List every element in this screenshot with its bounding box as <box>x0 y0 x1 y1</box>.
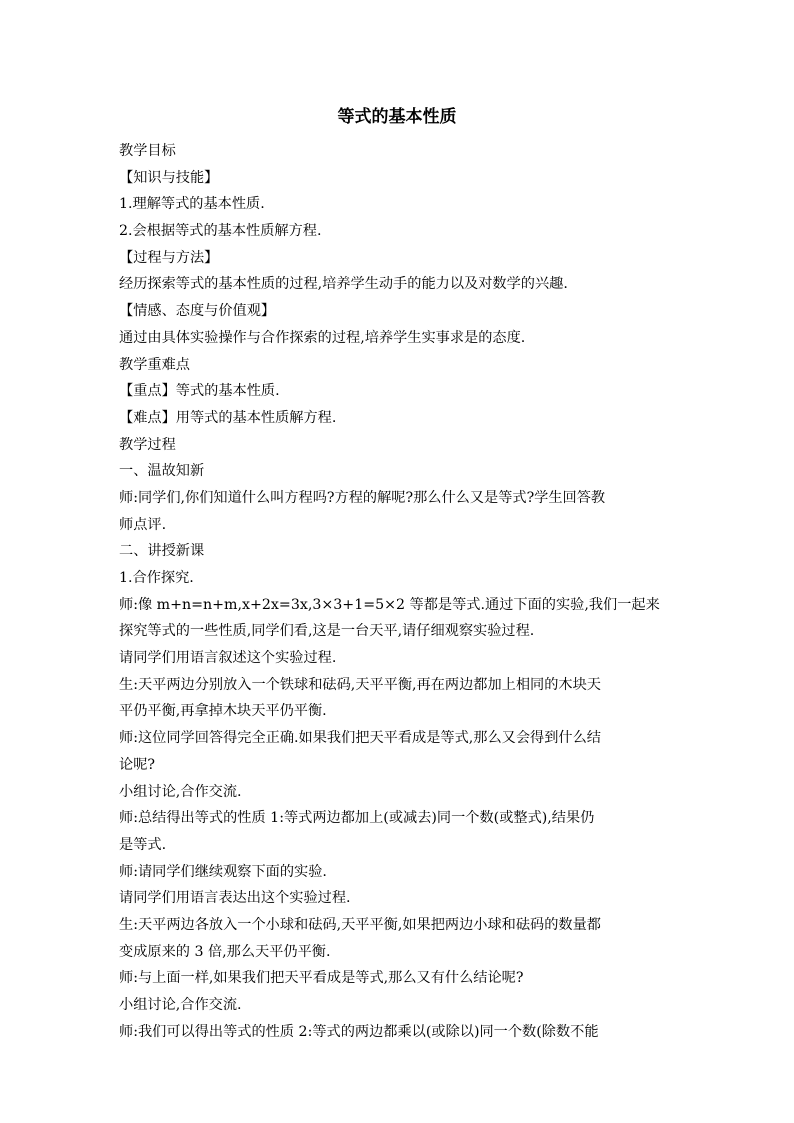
text-line: 师点评. <box>119 516 167 533</box>
subheading-process-methods: 【过程与方法】 <box>119 249 219 266</box>
text-line: 小组讨论,合作交流. <box>119 783 242 800</box>
text-line: 小组讨论,合作交流. <box>119 997 242 1013</box>
text-line: 师:这位同学回答得完全正确.如果我们把天平看成是等式,那么又会得到什么结 <box>119 730 601 747</box>
section-heading-key-points: 教学重难点 <box>119 356 190 373</box>
text-line: 师:请同学们继续观察下面的实验. <box>119 863 327 880</box>
subsection-new-lesson: 二、讲授新课 <box>119 543 205 560</box>
text-line: 师:与上面一样,如果我们把天平看成是等式,那么又有什么结论呢? <box>119 970 524 987</box>
section-heading-objectives: 教学目标 <box>119 143 176 159</box>
paragraph-attitudes-values: 通过由具体实验操作与合作探索的过程,培养学生实事求是的态度. <box>119 329 526 346</box>
text-line: 1.合作探究. <box>119 570 194 586</box>
text-line: 师:像 m+n=n+m,x+2x=3x,3×3+1=5×2 等都是等式.通过下面的实验,我们一起来 <box>119 596 660 613</box>
text-line: 请同学们用语言表达出这个实验过程. <box>119 890 351 907</box>
text-line: 师:同学们,你们知道什么叫方程吗?方程的解呢?那么什么又是等式?学生回答教 <box>119 489 606 506</box>
subheading-knowledge-skills: 【知识与技能】 <box>119 169 219 186</box>
section-heading-process: 教学过程 <box>119 436 176 453</box>
text-line: 探究等式的一些性质,同学们看,这是一台天平,请仔细观察实验过程. <box>119 623 535 640</box>
text-line: 生:天平两边分别放入一个铁球和砝码,天平平衡,再在两边都加上相同的木块天 <box>119 676 601 693</box>
key-point-difficulty: 【难点】用等式的基本性质解方程. <box>119 409 337 426</box>
text-line: 请同学们用语言叙述这个实验过程. <box>119 650 337 667</box>
text-line: 论呢? <box>119 756 155 773</box>
text-line: 师:我们可以得出等式的性质 2:等式的两边都乘以(或除以)同一个数(除数不能 <box>119 1023 599 1040</box>
text-line: 变成原来的 3 倍,那么天平仍平衡. <box>119 943 331 960</box>
text-line: 平仍平衡,再拿掉木块天平仍平衡. <box>119 703 327 720</box>
text-line: 生:天平两边各放入一个小球和砝码,天平平衡,如果把两边小球和砝码的数量都 <box>119 916 601 933</box>
document-title: 等式的基本性质 <box>337 107 457 127</box>
document-body <box>119 138 681 1045</box>
objective-item-2: 2.会根据等式的基本性质解方程. <box>119 223 322 240</box>
subheading-attitudes-values: 【情感、态度与价值观】 <box>119 303 276 320</box>
paragraph-process-methods: 经历探索等式的基本性质的过程,培养学生动手的能力以及对数学的兴趣. <box>119 276 568 293</box>
text-line: 是等式. <box>119 836 167 853</box>
key-point-focus: 【重点】等式的基本性质. <box>119 383 280 400</box>
objective-item-1: 1.理解等式的基本性质. <box>119 196 265 213</box>
text-line: 师:总结得出等式的性质 1:等式两边都加上(或减去)同一个数(或整式),结果仍 <box>119 810 595 827</box>
subsection-review: 一、温故知新 <box>119 463 205 480</box>
